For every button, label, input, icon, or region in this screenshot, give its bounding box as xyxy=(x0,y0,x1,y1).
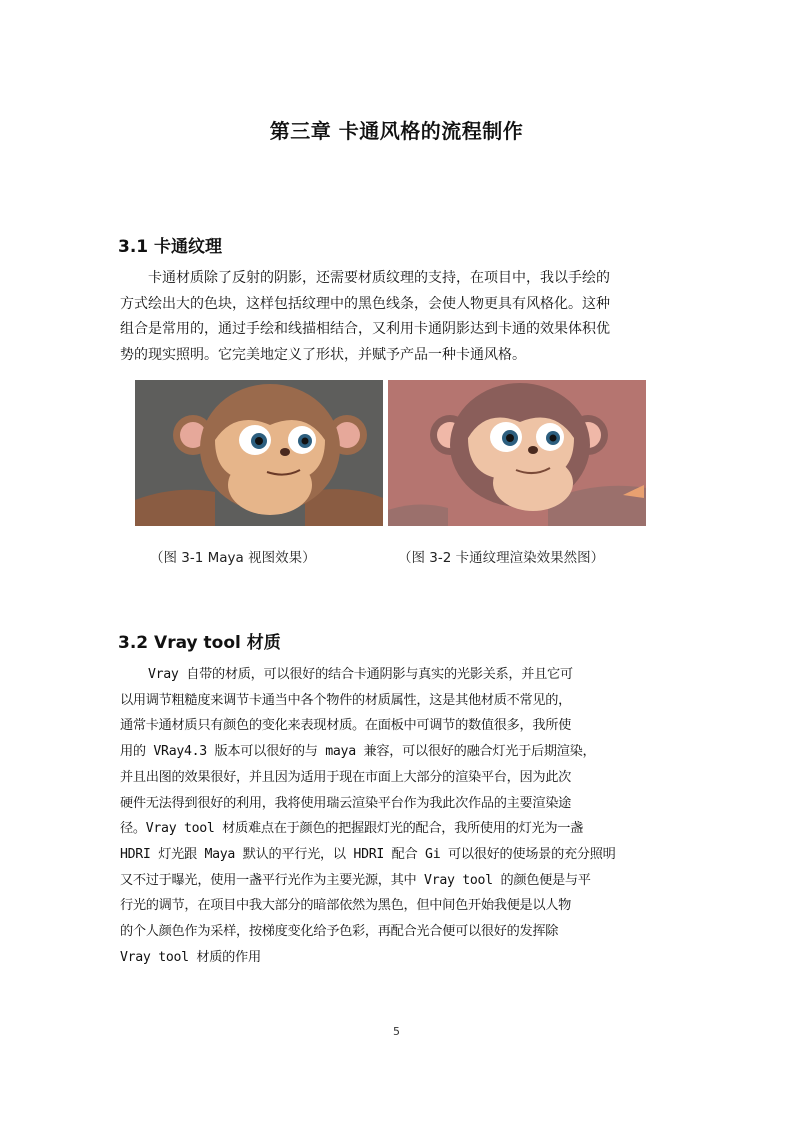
paragraph-line: Vray tool 材质的作用 xyxy=(120,949,261,965)
paragraph-line: 用的 VRay4.3 版本可以很好的与 maya 兼容，可以很好的融合灯光于后期渲染， xyxy=(120,744,596,760)
monkey-illustration xyxy=(135,380,383,526)
paragraph-line: 行光的调节，在项目中我大部分的暗部依然为黑色，但中间色开始我便是以人物 xyxy=(120,898,572,914)
paragraph-line: 硬件无法得到很好的利用，我将使用瑞云渲染平台作为我此次作品的主要渲染途 xyxy=(120,795,572,811)
paragraph-line: 径。Vray tool 材质难点在于颜色的把握跟灯光的配合，我所使用的灯光为一盏 xyxy=(120,821,584,837)
chapter-title: 第三章 卡通风格的流程制作 xyxy=(269,119,524,143)
paragraph-line: 以用调节粗糙度来调节卡通当中各个物件的材质属性，这是其他材质不常见的， xyxy=(120,692,572,708)
paragraph-line: 通常卡通材质只有颜色的变化来表现材质。在面板中可调节的数值很多，我所使 xyxy=(120,718,572,734)
paragraph-line: HDRI 灯光跟 Maya 默认的平行光，以 HDRI 配合 Gi 可以很好的使场景的充分照明 xyxy=(120,846,616,862)
paragraph-line: 卡通材质除了反射的阴影，还需要材质纹理的支持，在项目中，我以手绘的 xyxy=(148,270,610,286)
section-3-1-paragraph xyxy=(120,266,676,369)
paragraph-line: Vray 自带的材质，可以很好的结合卡通阴影与真实的光影关系，并且它可 xyxy=(148,667,573,682)
monkey-render-illustration xyxy=(388,380,646,526)
figure-3-1-maya-viewport-image xyxy=(135,380,383,526)
section-heading-3-2: 3.2 Vray tool 材质 xyxy=(118,633,281,653)
paragraph-line: 又不过于曝光，使用一盏平行光作为主要光源，其中 Vray tool 的颜色便是与平 xyxy=(120,872,591,888)
paragraph-line: 方式绘出大的色块，这样包括纹理中的黑色线条，会使人物更具有风格化。这种 xyxy=(120,295,610,312)
figure-3-2-cartoon-render-image xyxy=(388,380,646,526)
section-3-2-paragraph xyxy=(120,662,676,970)
paragraph-line: 势的现实照明。它完美地定义了形状，并赋予产品一种卡通风格。 xyxy=(120,347,526,364)
section-heading-3-1: 3.1 卡通纹理 xyxy=(118,237,223,257)
paragraph-line: 的个人颜色作为采样，按梯度变化给予色彩，再配合光合便可以很好的发挥除 xyxy=(120,924,559,940)
page-number: 5 xyxy=(393,1025,400,1038)
paragraph-line: 并且出图的效果很好，并且因为适用于现在市面上大部分的渲染平台，因为此次 xyxy=(120,769,572,785)
paragraph-line: 组合是常用的，通过手绘和线描相结合，又利用卡通阴影达到卡通的效果体积优 xyxy=(120,321,610,338)
figure-3-1-caption: （图 3-1 Maya 视图效果） xyxy=(150,550,316,566)
figure-3-2-caption: （图 3-2 卡通纹理渲染效果然图） xyxy=(398,550,605,566)
